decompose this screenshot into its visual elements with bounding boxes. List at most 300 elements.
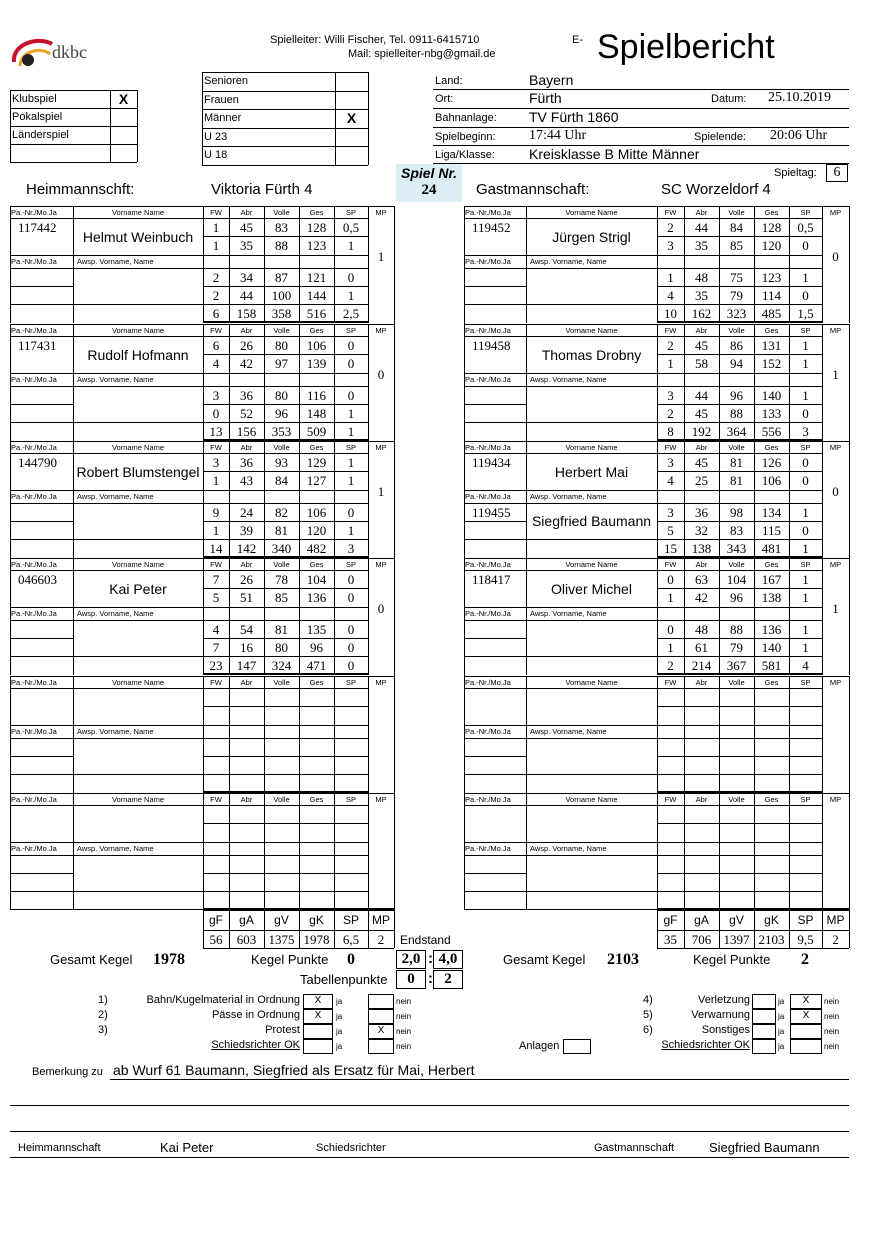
land-value[interactable]: Bayern xyxy=(529,72,574,88)
check-nein-box[interactable] xyxy=(368,994,394,1009)
fw-value[interactable]: 1 xyxy=(212,220,220,235)
total-volle-value[interactable]: 324 xyxy=(271,658,292,673)
volle-value[interactable]: 96 xyxy=(275,406,288,421)
sum-value[interactable]: 1978 xyxy=(303,932,330,947)
abr-value[interactable]: 44 xyxy=(695,220,708,235)
ges-value[interactable]: 96 xyxy=(310,640,323,655)
volle-value[interactable]: 88 xyxy=(730,622,743,637)
abr-value[interactable]: 26 xyxy=(240,338,253,353)
check-label: Verletzung xyxy=(698,994,750,1006)
category-mark[interactable]: X xyxy=(346,110,357,126)
ges-value[interactable]: 106 xyxy=(761,473,782,488)
sp-value[interactable]: 1 xyxy=(347,406,355,421)
volle-value[interactable]: 87 xyxy=(275,270,288,285)
fw-value[interactable]: 9 xyxy=(212,505,220,520)
subst-name[interactable] xyxy=(526,386,657,422)
abr-header: Abr xyxy=(240,678,253,687)
total-ges-value[interactable]: 556 xyxy=(761,424,782,439)
abr-value[interactable]: 35 xyxy=(695,288,708,303)
total-sp-value[interactable]: 1 xyxy=(347,424,355,439)
ges-value[interactable]: 140 xyxy=(761,640,782,655)
subst-name[interactable] xyxy=(73,738,203,774)
mp-header: MP xyxy=(829,795,842,804)
subst-header-line xyxy=(10,855,73,856)
ges-value[interactable]: 152 xyxy=(761,356,782,371)
abr-value[interactable]: 39 xyxy=(240,523,253,538)
fw-value[interactable]: 6 xyxy=(212,338,220,353)
ges-value[interactable]: 136 xyxy=(306,590,327,605)
player-name[interactable]: Thomas Drobny xyxy=(541,346,642,363)
check-nein-box[interactable] xyxy=(790,1024,822,1039)
sp-value[interactable]: 0 xyxy=(347,505,355,520)
total-volle-value[interactable]: 340 xyxy=(271,541,292,556)
sp-value[interactable]: 1 xyxy=(802,270,809,285)
total-ges-value[interactable]: 482 xyxy=(306,541,327,556)
fw-value[interactable]: 1 xyxy=(212,473,220,488)
player-name[interactable]: Oliver Michel xyxy=(551,580,632,597)
sp-value[interactable]: 0 xyxy=(347,590,355,605)
check-nein-box[interactable] xyxy=(368,1039,394,1054)
abr-value[interactable]: 25 xyxy=(695,473,708,488)
ges-value[interactable]: 136 xyxy=(761,622,782,637)
ges-value[interactable]: 126 xyxy=(761,455,782,470)
pass-number-header: Pa.-Nr./Mo.Ja xyxy=(11,326,57,335)
name-header: Vorname Name xyxy=(565,795,618,804)
total-fw-value[interactable]: 23 xyxy=(209,658,223,673)
anlagen-box[interactable] xyxy=(563,1039,591,1054)
check-nein-box[interactable]: X xyxy=(368,1024,394,1039)
total-fw-value[interactable]: 13 xyxy=(209,424,223,439)
abr-value[interactable]: 52 xyxy=(240,406,253,421)
player-mp[interactable]: 1 xyxy=(377,249,385,264)
volle-value[interactable]: 86 xyxy=(730,338,743,353)
total-abr-value[interactable]: 138 xyxy=(691,541,712,556)
ges-value[interactable]: 123 xyxy=(306,238,327,253)
subst-name[interactable] xyxy=(73,620,203,656)
ges-value[interactable]: 138 xyxy=(761,590,782,605)
ges-value[interactable]: 139 xyxy=(306,356,327,371)
sp-value[interactable]: 1 xyxy=(347,288,355,303)
ges-value[interactable]: 148 xyxy=(306,406,327,421)
abr-value[interactable]: 51 xyxy=(240,590,253,605)
abr-value[interactable]: 34 xyxy=(240,270,253,285)
fw-value[interactable]: 4 xyxy=(212,622,220,637)
abr-value[interactable]: 54 xyxy=(240,622,253,637)
fw-value[interactable]: 7 xyxy=(212,572,220,587)
volle-value[interactable]: 80 xyxy=(275,388,288,403)
player-pass-number[interactable]: 119458 xyxy=(472,338,511,353)
total-ges-value[interactable]: 516 xyxy=(306,306,327,321)
player-pass-number[interactable]: 118417 xyxy=(472,572,511,587)
ges-value[interactable]: 134 xyxy=(761,505,782,520)
total-line xyxy=(464,304,822,305)
sp-value[interactable]: 0 xyxy=(802,473,809,488)
volle-value[interactable]: 97 xyxy=(275,356,288,371)
subst-name[interactable] xyxy=(526,268,657,304)
guest-total-value: 2103 xyxy=(607,951,639,968)
volle-value[interactable]: 79 xyxy=(730,288,743,303)
sp-value[interactable]: 0 xyxy=(802,288,809,303)
player-name[interactable]: Herbert Mai xyxy=(554,463,629,480)
subst-name[interactable] xyxy=(526,855,657,891)
total-abr-value[interactable]: 162 xyxy=(691,306,712,321)
fw-value[interactable]: 4 xyxy=(212,356,220,371)
total-sp-value[interactable]: 1 xyxy=(802,541,809,556)
total-volle-value[interactable]: 364 xyxy=(726,424,747,439)
sp-value[interactable]: 0 xyxy=(347,338,355,353)
volle-value[interactable]: 80 xyxy=(275,640,288,655)
volle-value[interactable]: 81 xyxy=(730,455,743,470)
fw-value[interactable]: 1 xyxy=(667,356,674,371)
abr-value[interactable]: 44 xyxy=(695,388,708,403)
subst-line xyxy=(526,725,657,726)
nein-label: nein xyxy=(824,1042,840,1051)
player-name[interactable]: Kai Peter xyxy=(109,580,167,597)
check-ja-box[interactable] xyxy=(752,1009,776,1024)
player-mp[interactable]: 0 xyxy=(832,484,839,499)
total-ges-value[interactable]: 509 xyxy=(306,424,327,439)
ges-value[interactable]: 135 xyxy=(306,622,327,637)
volle-value[interactable]: 78 xyxy=(275,572,288,587)
abr-value[interactable]: 45 xyxy=(695,338,708,353)
total-fw-value[interactable]: 10 xyxy=(664,306,677,321)
sp-value[interactable]: 1 xyxy=(347,473,355,488)
fw-value[interactable]: 0 xyxy=(667,622,674,637)
fw-value[interactable]: 4 xyxy=(667,473,674,488)
total-fw-value[interactable]: 8 xyxy=(667,424,674,439)
date-value[interactable]: 25.10.2019 xyxy=(768,90,831,105)
abr-value[interactable]: 61 xyxy=(695,640,708,655)
sum-value[interactable]: 2103 xyxy=(758,932,785,947)
subst-row-line xyxy=(10,286,73,287)
ges-value[interactable]: 123 xyxy=(761,270,782,285)
sp-value[interactable]: 1 xyxy=(802,572,809,587)
volle-value[interactable]: 75 xyxy=(730,270,743,285)
check-ja-box[interactable] xyxy=(752,1039,776,1054)
abr-value[interactable]: 24 xyxy=(240,505,253,520)
anlagen-label: Anlagen xyxy=(519,1040,560,1052)
volle-value[interactable]: 100 xyxy=(271,288,292,303)
player-name[interactable] xyxy=(526,805,657,842)
volle-value[interactable]: 98 xyxy=(730,505,743,520)
sp-value[interactable]: 0 xyxy=(347,572,355,587)
sum-label: gV xyxy=(274,913,289,927)
total-volle-value[interactable]: 323 xyxy=(726,306,747,321)
abr-value[interactable]: 48 xyxy=(695,622,708,637)
abr-value[interactable]: 63 xyxy=(695,572,708,587)
ges-value[interactable]: 104 xyxy=(306,572,327,587)
abr-value[interactable]: 45 xyxy=(695,455,708,470)
end-value[interactable]: 20:06 Uhr xyxy=(770,128,828,143)
subst-name[interactable] xyxy=(73,503,203,539)
player-pass-number[interactable]: 119434 xyxy=(472,455,511,470)
remark-text[interactable]: ab Wurf 61 Baumann, Siegfried als Ersatz für Mai, Herbert xyxy=(113,1062,475,1078)
sp-value[interactable]: 1 xyxy=(347,523,355,538)
volle-value[interactable]: 104 xyxy=(726,572,747,587)
sp-value[interactable]: 1 xyxy=(347,455,355,470)
fw-value[interactable]: 3 xyxy=(212,388,220,403)
volle-value[interactable]: 85 xyxy=(730,238,743,253)
sp-value[interactable]: 0,5 xyxy=(342,220,360,235)
game-type-mark[interactable]: X xyxy=(118,91,129,107)
lane-value[interactable]: TV Fürth 1860 xyxy=(529,109,619,125)
player-name[interactable] xyxy=(73,805,203,842)
ges-value[interactable]: 128 xyxy=(761,220,782,235)
volle-value[interactable]: 81 xyxy=(275,523,288,538)
ges-value[interactable]: 121 xyxy=(306,270,327,285)
sp-value[interactable]: 1 xyxy=(802,622,809,637)
fw-value[interactable]: 2 xyxy=(212,288,220,303)
abr-value[interactable]: 45 xyxy=(240,220,253,235)
check-ja-box[interactable]: X xyxy=(303,994,333,1009)
fw-value[interactable]: 1 xyxy=(667,270,674,285)
abr-value[interactable]: 45 xyxy=(695,406,708,421)
sp-value[interactable]: 0 xyxy=(802,455,809,470)
check-nein-box[interactable]: X xyxy=(790,994,822,1009)
sp-value[interactable]: 0,5 xyxy=(797,220,814,235)
ort-value[interactable]: Fürth xyxy=(529,90,562,106)
volle-value[interactable]: 79 xyxy=(730,640,743,655)
player-pass-number[interactable]: 117442 xyxy=(18,220,57,235)
abr-value[interactable]: 42 xyxy=(695,590,708,605)
column-line xyxy=(229,793,230,910)
total-fw-value[interactable]: 14 xyxy=(209,541,223,556)
sum-value[interactable]: 1375 xyxy=(268,932,295,947)
check-ja-box[interactable] xyxy=(303,1039,333,1054)
fw-value[interactable]: 0 xyxy=(667,572,674,587)
fw-value[interactable]: 3 xyxy=(667,505,674,520)
sum-value[interactable]: 6,5 xyxy=(342,932,360,947)
total-fw-value[interactable]: 2 xyxy=(667,658,674,673)
volle-value[interactable]: 84 xyxy=(275,473,288,488)
abr-value[interactable]: 43 xyxy=(240,473,253,488)
sp-value[interactable]: 1 xyxy=(802,356,809,371)
total-volle-value[interactable]: 343 xyxy=(726,541,747,556)
volle-value[interactable]: 83 xyxy=(730,523,743,538)
total-sp-value[interactable]: 2,5 xyxy=(342,306,360,321)
sum-value[interactable]: 2 xyxy=(377,932,385,947)
fw-value[interactable]: 3 xyxy=(667,455,674,470)
sum-value[interactable]: 56 xyxy=(209,932,223,947)
total-volle-value[interactable]: 353 xyxy=(271,424,292,439)
sp-value[interactable]: 1 xyxy=(802,338,809,353)
sp-value[interactable]: 1 xyxy=(802,505,809,520)
subst-name[interactable] xyxy=(526,738,657,774)
total-fw-value[interactable]: 15 xyxy=(664,541,677,556)
subst-name[interactable]: Siegfried Baumann xyxy=(531,513,652,529)
player-mp[interactable]: 1 xyxy=(832,367,839,382)
total-abr-value[interactable]: 192 xyxy=(691,424,712,439)
fw-value[interactable]: 7 xyxy=(212,640,220,655)
sp-value[interactable]: 0 xyxy=(347,640,355,655)
fw-value[interactable]: 2 xyxy=(212,270,220,285)
total-sp-value[interactable]: 4 xyxy=(802,658,809,673)
check-nein-box[interactable] xyxy=(368,1009,394,1024)
ges-value[interactable]: 116 xyxy=(306,388,327,403)
player-mp[interactable]: 0 xyxy=(832,249,839,264)
ges-value[interactable]: 115 xyxy=(761,523,782,538)
player-mp[interactable]: 0 xyxy=(377,367,385,382)
abr-value[interactable]: 48 xyxy=(695,270,708,285)
check-nein-box[interactable] xyxy=(790,1039,822,1054)
total-abr-value[interactable]: 156 xyxy=(236,424,257,439)
fw-value[interactable]: 5 xyxy=(667,523,674,538)
volle-value[interactable]: 81 xyxy=(730,473,743,488)
ges-value[interactable]: 144 xyxy=(306,288,327,303)
fw-value[interactable]: 0 xyxy=(212,406,220,421)
sp-value[interactable]: 0 xyxy=(347,356,355,371)
volle-value[interactable]: 94 xyxy=(730,356,743,371)
nein-label: nein xyxy=(824,1012,840,1021)
total-volle-value[interactable]: 358 xyxy=(271,306,292,321)
fw-value[interactable]: 1 xyxy=(212,523,220,538)
player-name[interactable]: Jürgen Strigl xyxy=(552,228,631,245)
fw-value[interactable]: 5 xyxy=(212,590,220,605)
subst-name[interactable] xyxy=(73,386,203,422)
fw-value[interactable]: 1 xyxy=(667,590,674,605)
sp-value[interactable]: 1 xyxy=(347,238,355,253)
ges-value[interactable]: 133 xyxy=(761,406,782,421)
volle-value[interactable]: 93 xyxy=(275,455,288,470)
sp-value[interactable]: 0 xyxy=(347,270,355,285)
subst-name[interactable] xyxy=(73,855,203,891)
abr-value[interactable]: 58 xyxy=(695,356,708,371)
fw-value[interactable]: 2 xyxy=(667,220,674,235)
ges-value[interactable]: 127 xyxy=(306,473,327,488)
check-ja-box[interactable] xyxy=(752,1024,776,1039)
subst-row-line xyxy=(464,638,526,639)
abr-value[interactable]: 36 xyxy=(240,388,253,403)
player-pass-number[interactable]: 144790 xyxy=(18,455,57,470)
player-pass-number[interactable]: 117431 xyxy=(18,338,57,353)
guest-team-name: SC Worzeldorf 4 xyxy=(661,181,771,198)
ges-value[interactable]: 129 xyxy=(306,455,327,470)
volle-value[interactable]: 88 xyxy=(275,238,288,253)
abr-value[interactable]: 35 xyxy=(240,238,253,253)
fw-value[interactable]: 3 xyxy=(667,388,674,403)
sp-value[interactable]: 0 xyxy=(802,238,809,253)
abr-value[interactable]: 26 xyxy=(240,572,253,587)
abr-value[interactable]: 42 xyxy=(240,356,253,371)
volle-value[interactable]: 96 xyxy=(730,590,743,605)
check-ja-box[interactable] xyxy=(303,1024,333,1039)
total-volle-value[interactable]: 367 xyxy=(726,658,747,673)
sp-value[interactable]: 0 xyxy=(802,406,809,421)
sp-value[interactable]: 1 xyxy=(802,590,809,605)
fw-value[interactable]: 1 xyxy=(212,238,220,253)
volle-value[interactable]: 84 xyxy=(730,220,743,235)
ges-value[interactable]: 167 xyxy=(761,572,782,587)
player-name[interactable]: Helmut Weinbuch xyxy=(82,228,194,245)
game-type-line xyxy=(10,144,137,145)
fw-value[interactable]: 2 xyxy=(667,338,674,353)
ges-value[interactable]: 131 xyxy=(761,338,782,353)
sum-value[interactable]: 1397 xyxy=(723,932,750,947)
total-ges-value[interactable]: 471 xyxy=(306,658,327,673)
volle-value[interactable]: 83 xyxy=(275,220,288,235)
ges-value[interactable]: 106 xyxy=(306,338,327,353)
fw-value[interactable]: 4 xyxy=(667,288,674,303)
abr-value[interactable]: 35 xyxy=(695,238,708,253)
player-name[interactable]: Rudolf Hofmann xyxy=(87,346,189,363)
total-abr-value[interactable]: 142 xyxy=(236,541,257,556)
sp-value[interactable]: 0 xyxy=(347,622,355,637)
fw-value[interactable]: 3 xyxy=(667,238,674,253)
total-ges-value[interactable]: 581 xyxy=(761,658,782,673)
subst-name[interactable] xyxy=(73,268,203,304)
player-mp[interactable]: 1 xyxy=(832,601,839,616)
total-sp-value[interactable]: 3 xyxy=(802,424,809,439)
volle-value[interactable]: 88 xyxy=(730,406,743,421)
total-abr-value[interactable]: 147 xyxy=(236,658,257,673)
abr-value[interactable]: 36 xyxy=(240,455,253,470)
ges-value[interactable]: 120 xyxy=(306,523,327,538)
volle-value[interactable]: 96 xyxy=(730,388,743,403)
sum-value[interactable]: 35 xyxy=(664,932,677,947)
abr-value[interactable]: 44 xyxy=(240,288,253,303)
player-pass-number[interactable]: 046603 xyxy=(18,572,57,587)
volle-value[interactable]: 81 xyxy=(275,622,288,637)
sum-value[interactable]: 9,5 xyxy=(797,932,814,947)
volle-value[interactable]: 85 xyxy=(275,590,288,605)
ges-value[interactable]: 106 xyxy=(306,505,327,520)
player-mp[interactable]: 0 xyxy=(377,601,385,616)
ges-value[interactable]: 140 xyxy=(761,388,782,403)
sum-value[interactable]: 603 xyxy=(236,932,257,947)
total-ges-value[interactable]: 481 xyxy=(761,541,782,556)
sum-value[interactable]: 706 xyxy=(691,932,712,947)
fw-value[interactable]: 3 xyxy=(212,455,220,470)
subst-pass-number[interactable]: 119455 xyxy=(472,505,511,520)
volle-header: Volle xyxy=(728,326,745,335)
ges-value[interactable]: 128 xyxy=(306,220,327,235)
total-sp-value[interactable]: 0 xyxy=(347,658,355,673)
league-value[interactable]: Kreisklasse B Mitte Männer xyxy=(529,146,700,162)
check-nein-box[interactable]: X xyxy=(790,1009,822,1024)
total-sp-value[interactable]: 3 xyxy=(347,541,355,556)
total-ges-value[interactable]: 485 xyxy=(761,306,782,321)
volle-value[interactable]: 80 xyxy=(275,338,288,353)
ges-value[interactable]: 114 xyxy=(761,288,782,303)
abr-value[interactable]: 32 xyxy=(695,523,708,538)
subst-name[interactable] xyxy=(526,620,657,656)
total-fw-value[interactable]: 6 xyxy=(212,306,220,321)
ges-value[interactable]: 120 xyxy=(761,238,782,253)
volle-value[interactable]: 82 xyxy=(275,505,288,520)
total-abr-value[interactable]: 214 xyxy=(691,658,712,673)
total-sp-value[interactable]: 1,5 xyxy=(797,306,814,321)
sp-value[interactable]: 1 xyxy=(802,640,809,655)
total-abr-value[interactable]: 158 xyxy=(236,306,257,321)
player-name[interactable]: Robert Blumstengel xyxy=(76,463,200,480)
player-name[interactable] xyxy=(73,688,203,725)
abr-value[interactable]: 16 xyxy=(240,640,253,655)
player-name[interactable] xyxy=(526,688,657,725)
start-value[interactable]: 17:44 Uhr xyxy=(529,128,587,143)
sum-value[interactable]: 2 xyxy=(832,932,839,947)
sp-value[interactable]: 0 xyxy=(802,523,809,538)
player-mp[interactable]: 1 xyxy=(377,484,385,499)
abr-value[interactable]: 36 xyxy=(695,505,708,520)
check-ja-box[interactable]: X xyxy=(303,1009,333,1024)
sp-value[interactable]: 0 xyxy=(347,388,355,403)
fw-value[interactable]: 1 xyxy=(667,640,674,655)
matchday-value[interactable]: 6 xyxy=(826,164,848,182)
fw-value[interactable]: 2 xyxy=(667,406,674,421)
check-ja-box[interactable] xyxy=(752,994,776,1009)
player-pass-number[interactable]: 119452 xyxy=(472,220,511,235)
sp-value[interactable]: 1 xyxy=(802,388,809,403)
